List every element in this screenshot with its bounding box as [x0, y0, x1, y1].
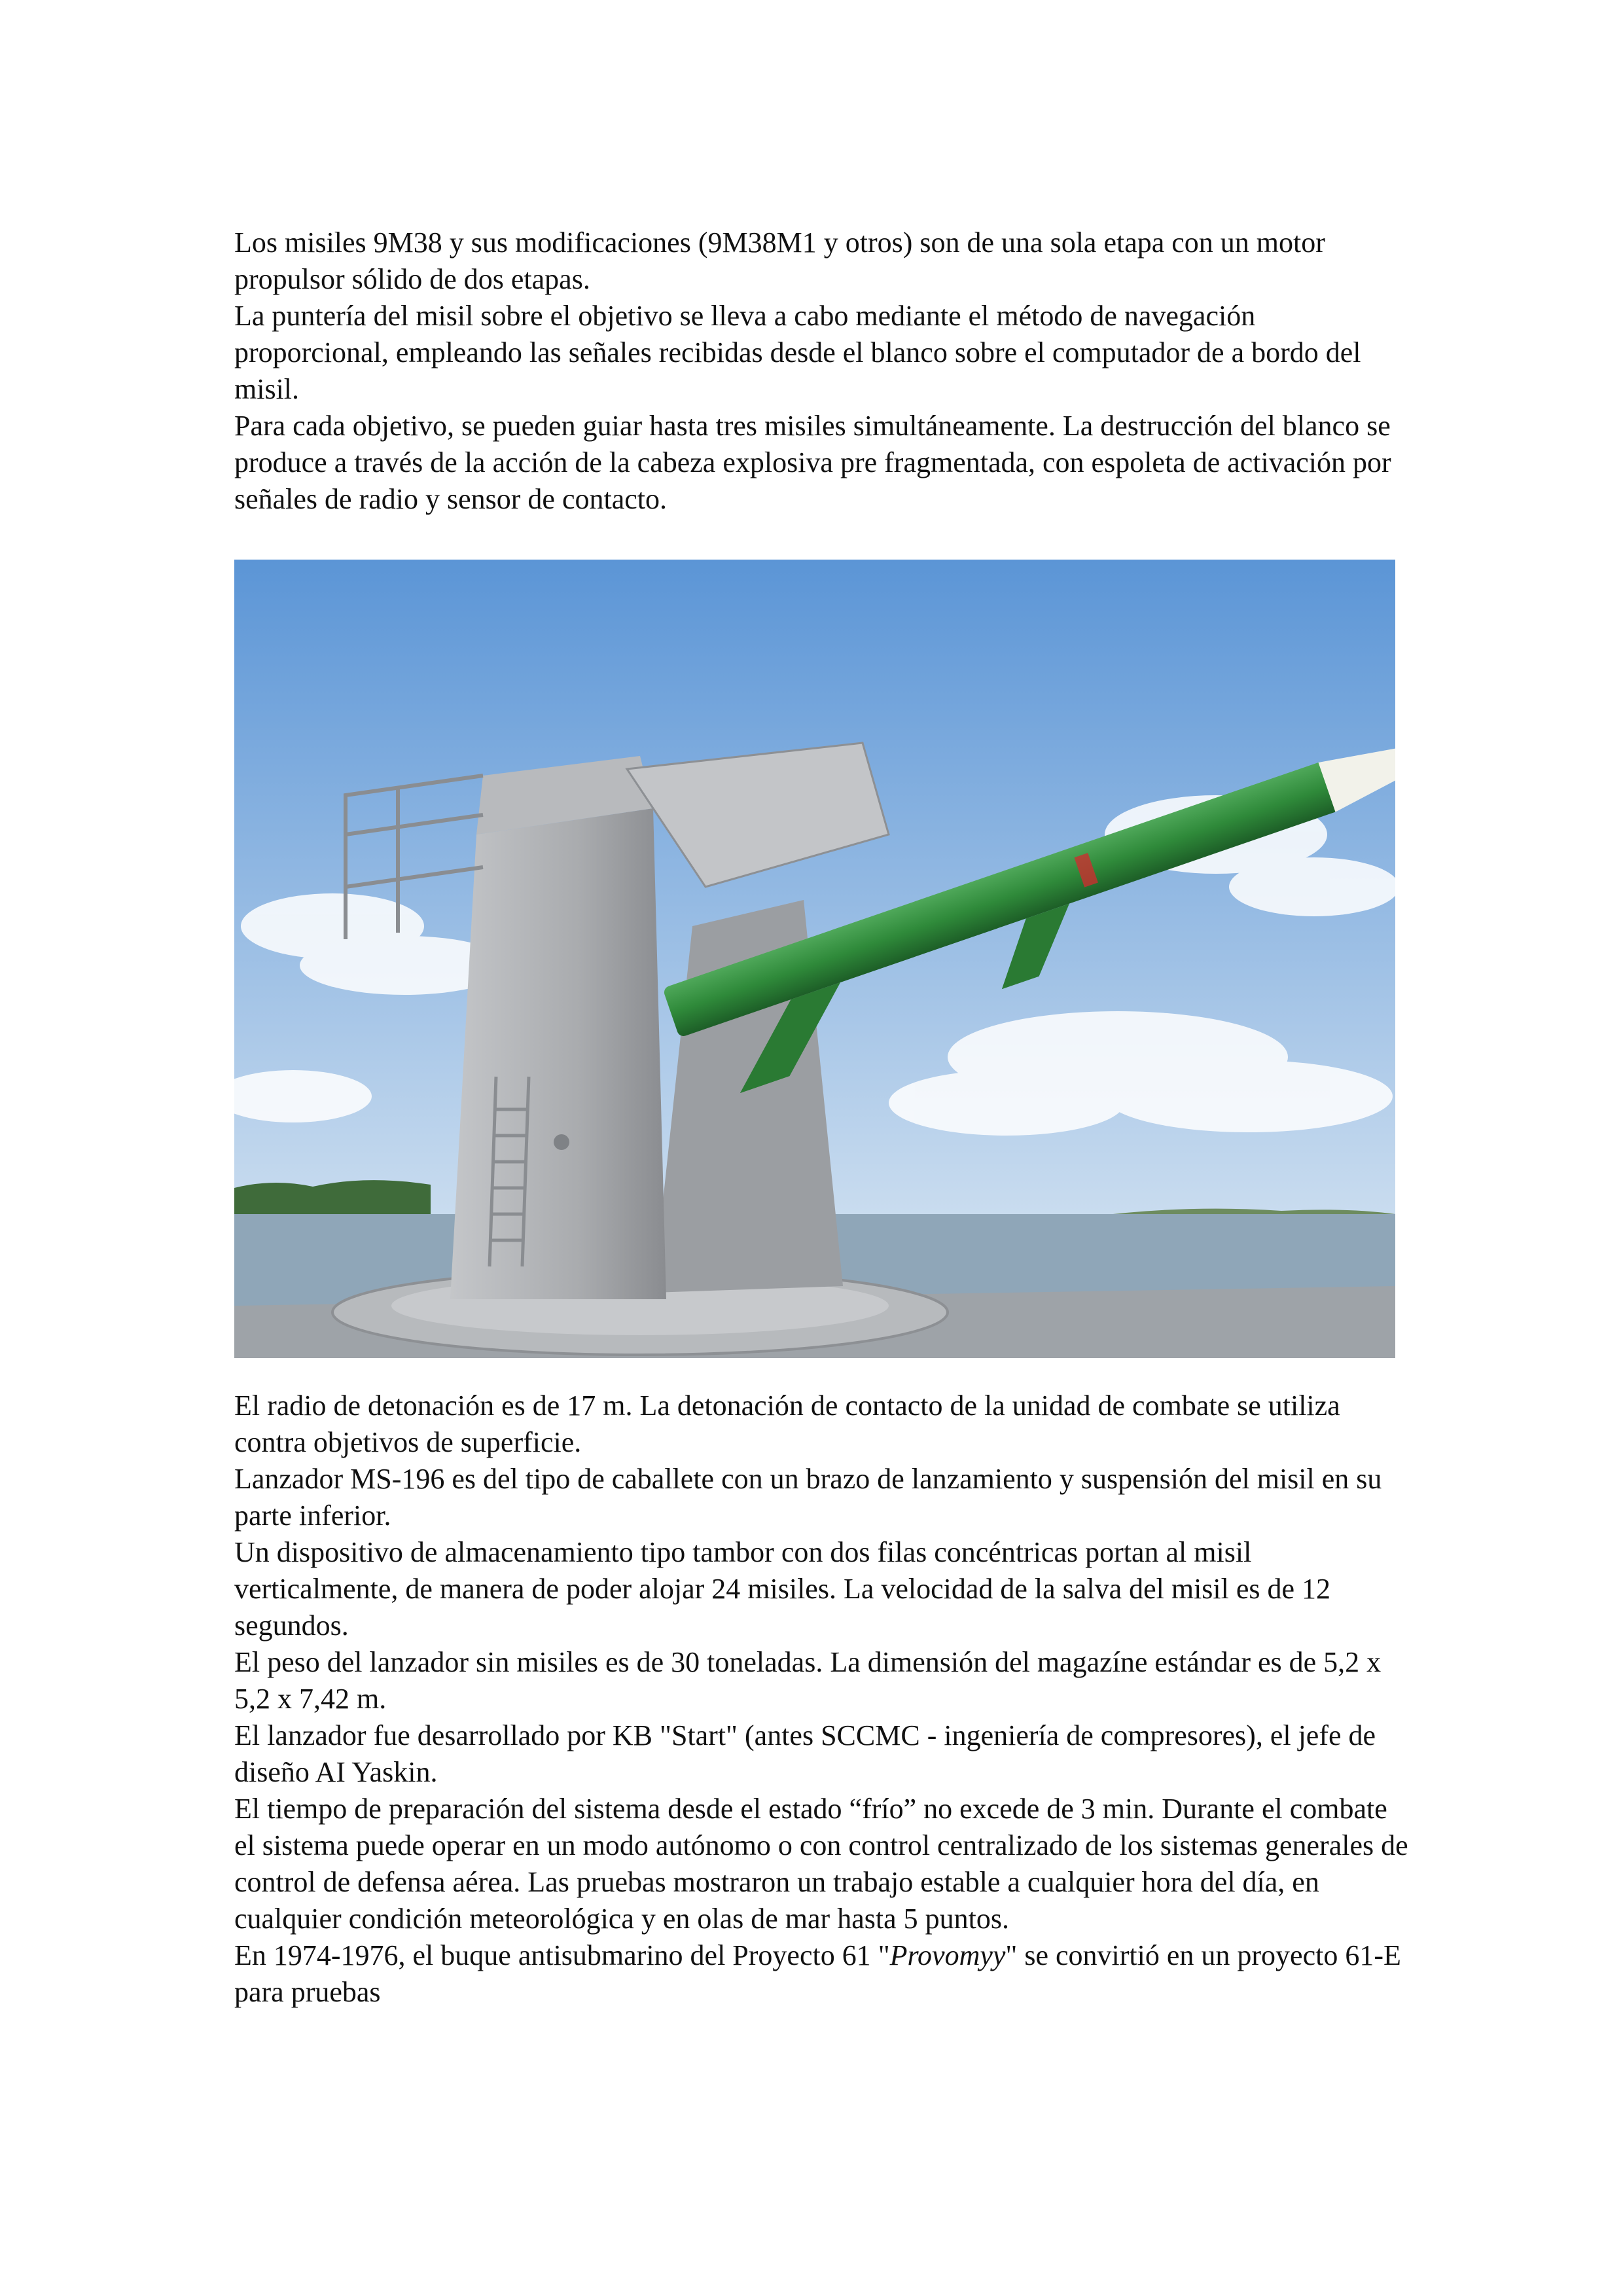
- tree-line: [234, 1180, 431, 1214]
- paragraph-launcher-type: Lanzador MS-196 es del tipo de caballete con un brazo de lanzamiento y suspensión del misil en su parte inferior.: [234, 1463, 1382, 1532]
- pillar-hatch: [554, 1134, 569, 1150]
- paragraph-developer: El lanzador fue desarrollado por KB "Start" (antes SCCMC - ingeniería de compresores), el jefe de diseño AI Yaskin.: [234, 1719, 1376, 1788]
- project-text-before: En 1974-1976, el buque antisubmarino del Proyecto 61 ": [234, 1939, 890, 1971]
- paragraph-missiles: Los misiles 9M38 y sus modificaciones (9M38M1 y otros) son de una sola etapa con un motor propulsor sólido de dos etapas.: [234, 226, 1325, 295]
- paragraph-targets: Para cada objetivo, se pueden guiar hasta tres misiles simultáneamente. La destrucción del blanco se produce a través de la acción de la cabeza explosiva pre fragmentada, con espoleta de activación por señales de radio y sensor de contacto.: [234, 410, 1391, 515]
- bottom-text-block: [234, 1388, 1412, 2011]
- paragraph-weight: El peso del lanzador sin misiles es de 30 toneladas. La dimensión del magazíne estándar es de 5,2 x 5,2 x 7,42 m.: [234, 1646, 1382, 1715]
- ship-name: Provomyy: [889, 1939, 1006, 1971]
- paragraph-preparation: El tiempo de preparación del sistema desde el estado “frío” no excede de 3 min. Durante el combate el sistema puede operar en un modo autónomo o con control centralizado de los sistemas generales de control de defensa aérea. Las pruebas mostraron un trabajo estable a cualquier hora del día, en cualquier condición meteorológica y en olas de mar hasta 5 puntos.: [234, 1793, 1408, 1935]
- top-text-block: [234, 224, 1412, 518]
- launcher-main-pillar: [450, 808, 666, 1299]
- launcher-illustration: [234, 560, 1395, 1358]
- paragraph-project: [234, 1937, 1412, 2011]
- launcher-photo: [234, 560, 1395, 1358]
- project-text-after: " se convirtió en un proyecto 61-E para pruebas: [234, 1939, 1401, 2008]
- paragraph-storage: Un dispositivo de almacenamiento tipo tambor con dos filas concéntricas portan al misil verticalmente, de manera de poder alojar 24 misiles. La velocidad de la salva del misil es de 12 segundos.: [234, 1536, 1331, 1641]
- paragraph-guidance: La puntería del misil sobre el objetivo se lleva a cabo mediante el método de navegación proporcional, empleando las señales recibidas desde el blanco sobre el computador de a bordo del misil.: [234, 300, 1361, 405]
- paragraph-detonation: El radio de detonación es de 17 m. La detonación de contacto de la unidad de combate se utiliza contra objetivos de superficie.: [234, 1390, 1340, 1458]
